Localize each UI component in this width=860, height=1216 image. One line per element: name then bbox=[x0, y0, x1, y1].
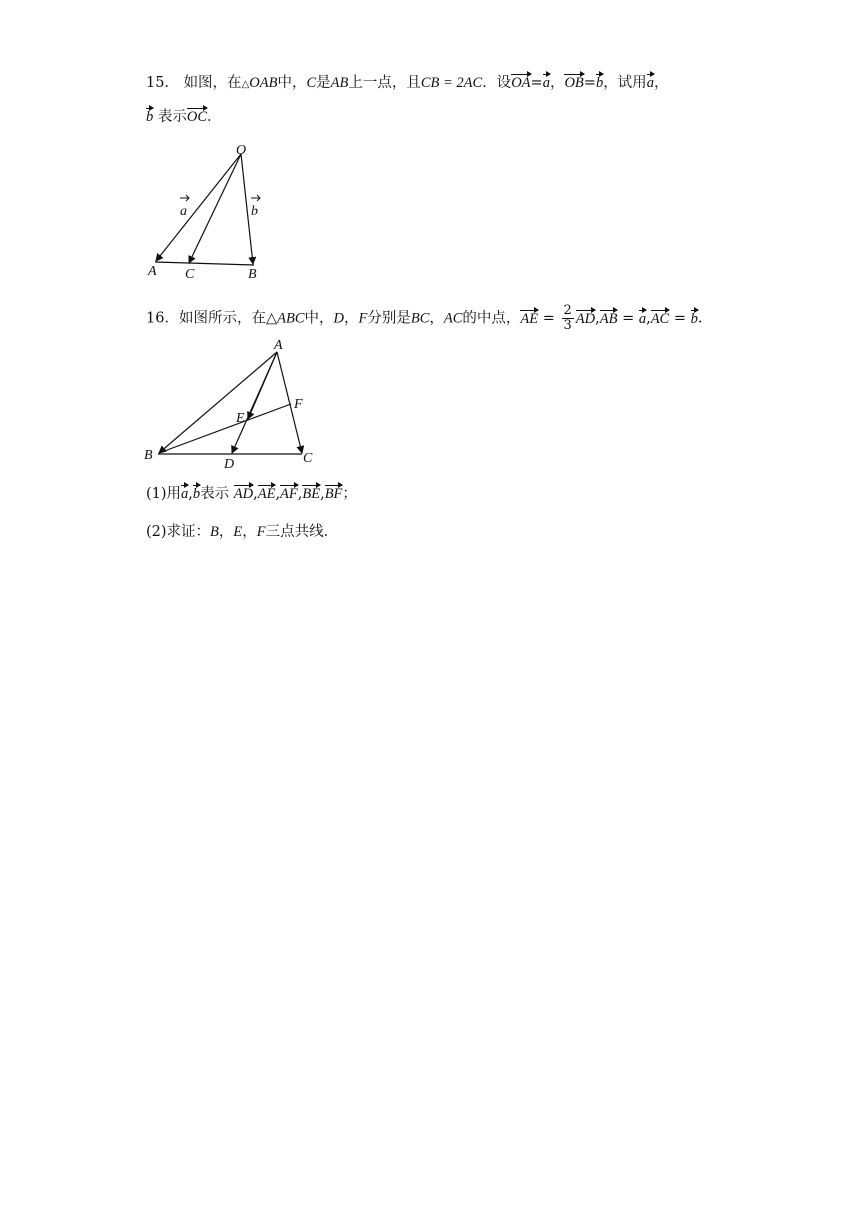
label-b-arrow bbox=[251, 195, 260, 201]
vector-AB: AB bbox=[599, 310, 618, 327]
vector-a: a bbox=[542, 75, 550, 91]
label-b: b bbox=[251, 204, 258, 219]
label-D: D bbox=[224, 457, 235, 472]
q16-part-2: (2)求证：B，E，F三点共线． bbox=[146, 524, 339, 540]
fraction-2-3: $\frac{2}{3}$ bbox=[563, 303, 572, 333]
label-B: B bbox=[144, 448, 153, 463]
q15-line-2: b 表示OC． bbox=[146, 109, 222, 125]
q15-condition: CB = 2AC bbox=[420, 75, 483, 91]
segment-AB bbox=[155, 262, 254, 265]
arrow-AE bbox=[248, 352, 277, 419]
vector-OB: OB bbox=[564, 75, 584, 91]
figure-15 bbox=[140, 138, 280, 288]
arrow-OA bbox=[156, 154, 241, 261]
arrow-AB bbox=[159, 352, 277, 453]
label-A: A bbox=[148, 264, 157, 279]
arrow-OC bbox=[189, 154, 241, 263]
vector-b: b bbox=[595, 75, 604, 91]
vector-AC: AC bbox=[650, 310, 670, 327]
q16-part-1: (1)用a,b表示 AD,AE,AF,BE,BF； bbox=[146, 486, 357, 502]
q16-number: 16． bbox=[146, 310, 179, 327]
vector-OC: OC bbox=[186, 109, 208, 125]
label-B: B bbox=[248, 267, 257, 282]
label-A: A bbox=[274, 338, 283, 353]
label-C: C bbox=[303, 451, 313, 466]
figure-16 bbox=[140, 332, 330, 472]
q15-line-1: 15． 如图，在△OAB中，C是AB上一点，且CB = 2AC．设OA=a，OB=b，试用a， bbox=[146, 75, 669, 91]
vector-AE: AE bbox=[520, 310, 539, 327]
q15-number: 15． bbox=[146, 75, 179, 91]
label-O: O bbox=[236, 143, 247, 158]
label-a-arrow bbox=[180, 195, 189, 201]
label-a: a bbox=[180, 204, 187, 219]
vector-AD: AD bbox=[575, 310, 596, 327]
label-C: C bbox=[185, 267, 195, 282]
label-F: F bbox=[294, 397, 303, 412]
segment-BF bbox=[159, 404, 291, 453]
q16-line: 16．如图所示，在△ABC中，D，F分别是BC，AC的中点，AE = $\frac{2}{3}$ AD,AB = a,AC = b. bbox=[146, 303, 703, 333]
vector-OA: OA bbox=[511, 75, 531, 91]
label-E: E bbox=[236, 411, 245, 426]
